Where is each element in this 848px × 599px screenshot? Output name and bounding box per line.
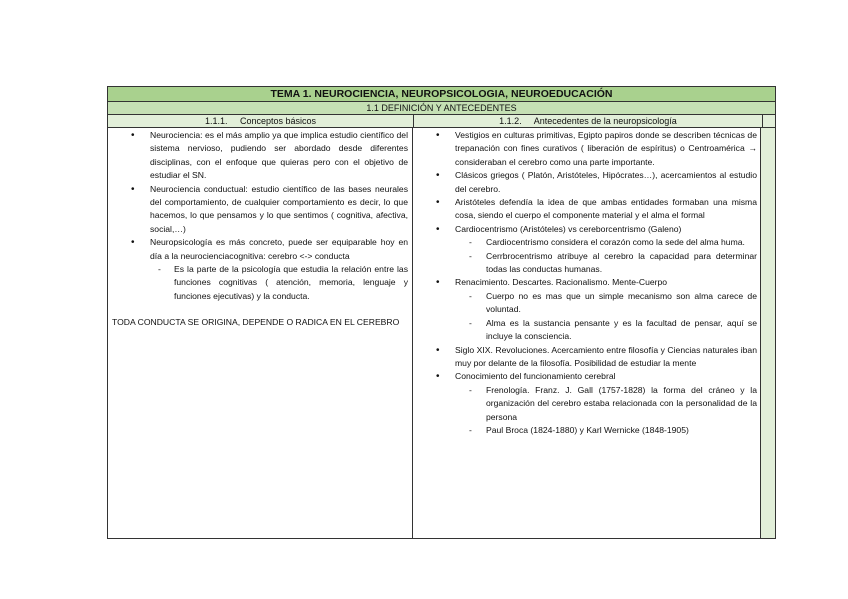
list-item: • Neurociencia conductual: estudio científico de las bases neurales del comportamiento, de cualquier comportamiento es decir, lo que hacemos, lo que pensamos y lo que sentimos ( cognitiva, afectiva, social,…): [112, 183, 408, 237]
right-column: [413, 128, 761, 538]
column-headings: [108, 115, 775, 128]
list-item: • Neuropsicología es más concreto, puede ser equiparable hoy en día a la neurocienciacognitiva: cerebro <-> conducta: [112, 236, 408, 263]
sub-list-item: - Cuerpo no es mas que un simple mecanismo son alma carece de voluntad.: [417, 290, 757, 317]
sub-list-item: - Cerrbrocentrismo atribuye al cerebro la capacidad para determinar todas las conductas humanas.: [417, 250, 757, 277]
sub-list-item: - Paul Broca (1824-1880) y Karl Wernicke (1848-1905): [417, 424, 757, 437]
list-item: • Clásicos griegos ( Platón, Aristóteles, Hipócrates…), acercamientos al estudio del cerebro.: [417, 169, 757, 196]
list-item: • Aristóteles defendía la idea de que ambas entidades formaban una misma cosa, siendo el cuerpo el componente material y el alma el formal: [417, 196, 757, 223]
sub-list-item: - Es la parte de la psicología que estudia la relación entre las funciones cognitivas ( atención, memoria, lenguaje y funciones ejecutivas) y la conducta.: [112, 263, 408, 303]
list-item: • Renacimiento. Descartes. Racionalismo. Mente-Cuerpo: [417, 276, 757, 289]
list-item: • Vestigios en culturas primitivas, Egipto papiros donde se describen técnicas de trepanación con fines curativos ( liberación de espíritus) o Centroamérica → consideraban el cerebro como una parte importante.: [417, 129, 757, 169]
list-item: • Siglo XIX. Revoluciones. Acercamiento entre filosofía y Ciencias naturales iban muy por delante de la filosofía. Posibilidad de estudiar la mente: [417, 344, 757, 371]
summary-statement: TODA CONDUCTA SE ORIGINA, DEPENDE O RADICA EN EL CEREBRO: [112, 317, 400, 328]
sub-list-item: - Cardiocentrismo considera el corazón como la sede del alma huma.: [417, 236, 757, 249]
list-item: • Conocimiento del funcionamiento cerebral: [417, 370, 757, 383]
empty-side-column: [761, 128, 775, 538]
sub-list-item: - Frenología. Franz. J. Gall (1757-1828) la forma del cráneo y la organización del cerebro estaba relacionada con la personalidad de la persona: [417, 384, 757, 424]
section-subtitle: 1.1 DEFINICIÓN Y ANTECEDENTES: [108, 102, 775, 115]
left-column: [108, 128, 413, 538]
document-table: [107, 86, 776, 539]
sub-list-item: - Alma es la sustancia pensante y es la facultad de pensar, aquí se incluye la consciencia.: [417, 317, 757, 344]
document-title: TEMA 1. NEUROCIENCIA, NEUROPSICOLOGIA, NEUROEDUCACIÓN: [108, 87, 775, 102]
left-column-heading: 1.1.1. Conceptos básicos: [108, 115, 414, 127]
concepts-list: [112, 129, 408, 303]
antecedents-list: [417, 129, 757, 437]
table-body: [108, 128, 775, 538]
list-item: • Cardiocentrismo (Aristóteles) vs cereborcentrismo (Galeno): [417, 223, 757, 236]
right-column-heading: 1.1.2. Antecedentes de la neuropsicología: [414, 115, 763, 127]
list-item: • Neurociencia: es el más amplio ya que implica estudio científico del sistema nervioso, pudiendo ser abordado desde diferentes disciplinas, con el enfoque que quieras pero con el objetivo de estudiar el SN.: [112, 129, 408, 183]
empty-heading-cell: [763, 115, 775, 127]
